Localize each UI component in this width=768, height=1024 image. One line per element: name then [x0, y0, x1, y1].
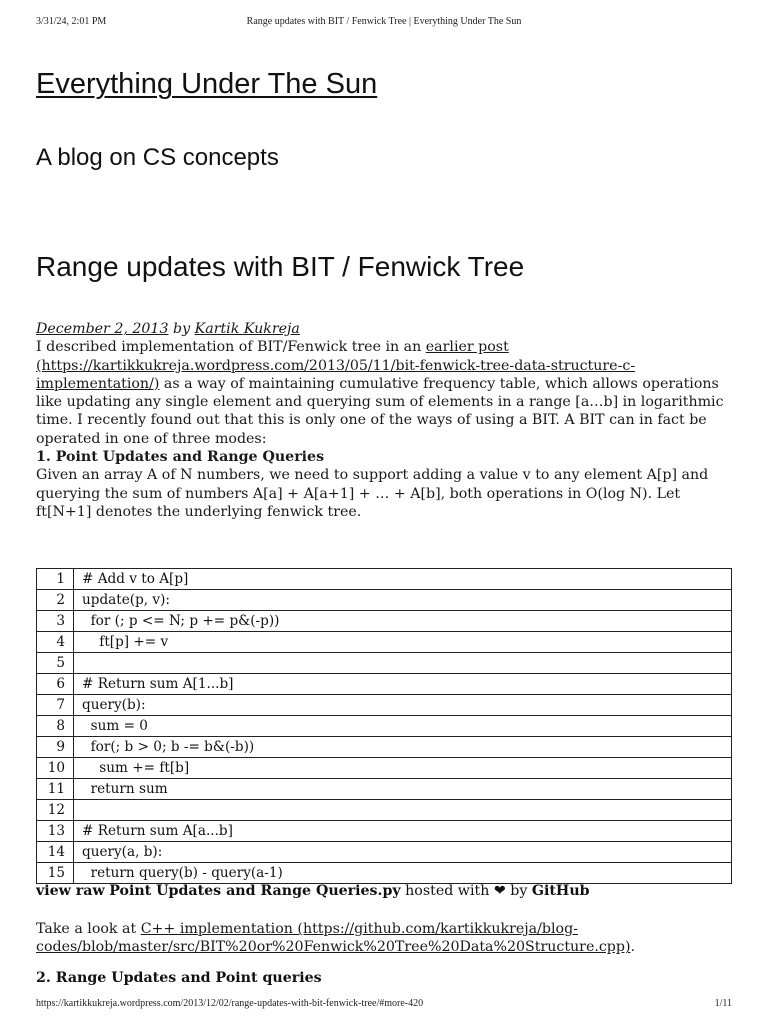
line-number: 13: [37, 821, 74, 842]
line-number: 5: [37, 653, 74, 674]
code-row: [37, 653, 732, 674]
code-row: [37, 590, 732, 611]
line-number: 1: [37, 569, 74, 590]
print-footer: [36, 998, 732, 1012]
code-row: [37, 863, 732, 884]
gist-meta: [36, 883, 590, 899]
print-header: [36, 16, 732, 30]
code-line: [74, 800, 732, 821]
gist-by-label: by: [510, 883, 528, 899]
intro-paragraph: [36, 338, 736, 448]
code-line: ft[p] += v: [74, 632, 732, 653]
code-row: [37, 632, 732, 653]
section2-heading: 2. Range Updates and Point queries: [36, 970, 322, 986]
line-number: 10: [37, 758, 74, 779]
code-line: sum += ft[b]: [74, 758, 732, 779]
lookat-prefix: Take a look at: [36, 921, 141, 937]
code-line: [74, 653, 732, 674]
lookat-paragraph: [36, 920, 736, 957]
intro-text-1: I described implementation of BIT/Fenwick tree in an: [36, 339, 426, 356]
earlier-post-link[interactable]: earlier post: [425, 339, 509, 356]
code-row: [37, 611, 732, 632]
earlier-post-url-link[interactable]: (https://kartikkukreja.wordpress.com/2013/05/11/bit-fenwick-tree-data-structure-c-implementation/): [36, 357, 636, 392]
github-link[interactable]: GitHub: [531, 883, 590, 899]
code-row: [37, 800, 732, 821]
cpp-implementation-link[interactable]: C++ implementation (https://github.com/kartikkukreja/blog-codes/blob/master/src/BIT%20or%20Fenwick%20Tree%20Data%20Structure.cpp): [36, 921, 631, 956]
section1-paragraph: Given an array A of N numbers, we need to support adding a value v to any element A[p] and querying the sum of numbers A[a] + A[a+1] + … + A[b], both operations in O(log N). Let ft[N+1] denotes the underlying fenwick tree.: [36, 467, 709, 520]
site-title: [36, 68, 377, 101]
line-number: 12: [37, 800, 74, 821]
view-raw-link[interactable]: view raw: [36, 883, 105, 899]
code-gist-table: [36, 568, 732, 884]
gist-filename: Point Updates and Range Queries.py: [109, 883, 401, 899]
site-title-link[interactable]: Everything Under The Sun: [36, 68, 378, 100]
print-datetime: 3/31/24, 2:01 PM: [36, 16, 107, 27]
code-row: [37, 737, 732, 758]
lookat-suffix: .: [630, 939, 636, 956]
print-page-number: 1/11: [714, 998, 732, 1009]
post-title: Range updates with BIT / Fenwick Tree: [36, 251, 525, 282]
code-row: [37, 674, 732, 695]
code-line: # Return sum A[1...b]: [74, 674, 732, 695]
site-description: A blog on CS concepts: [36, 144, 279, 171]
heart-icon: ❤: [493, 883, 506, 899]
line-number: 15: [37, 863, 74, 884]
line-number: 9: [37, 737, 74, 758]
line-number: 2: [37, 590, 74, 611]
code-row: [37, 842, 732, 863]
code-row: [37, 716, 732, 737]
line-number: 3: [37, 611, 74, 632]
code-line: update(p, v):: [74, 590, 732, 611]
post-content: [36, 320, 736, 521]
line-number: 4: [37, 632, 74, 653]
code-row: [37, 569, 732, 590]
code-line: for (; p <= N; p += p&(-p)): [74, 611, 732, 632]
code-row: [37, 779, 732, 800]
print-page-title: Range updates with BIT / Fenwick Tree | Everything Under The Sun: [246, 16, 522, 27]
print-url: https://kartikkukreja.wordpress.com/2013/12/02/range-updates-with-bit-fenwick-tree/#more-420: [36, 998, 424, 1009]
author-link[interactable]: Kartik Kukreja: [194, 321, 300, 337]
code-row: [37, 821, 732, 842]
code-line: # Add v to A[p]: [74, 569, 732, 590]
line-number: 8: [37, 716, 74, 737]
post-date-link[interactable]: December 2, 2013: [36, 321, 169, 337]
line-number: 14: [37, 842, 74, 863]
code-line: # Return sum A[a...b]: [74, 821, 732, 842]
line-number: 6: [37, 674, 74, 695]
code-row: [37, 695, 732, 716]
code-line: sum = 0: [74, 716, 732, 737]
hosted-with-label: hosted with: [405, 883, 490, 899]
code-line: return sum: [74, 779, 732, 800]
code-line: for(; b > 0; b -= b&(-b)): [74, 737, 732, 758]
code-row: [37, 758, 732, 779]
intro-text-2: as a way of maintaining cumulative frequency table, which allows operations like updating any single element and querying sum of elements in a range [a…b] in logarithmic time. I recently found out that this is only one of the ways of using a BIT. A BIT can in fact be operated in one of three modes:: [36, 375, 724, 447]
code-line: return query(b) - query(a-1): [74, 863, 732, 884]
by-label: by: [173, 321, 191, 337]
code-line: query(a, b):: [74, 842, 732, 863]
section1-heading: 1. Point Updates and Range Queries: [36, 449, 325, 466]
code-line: query(b):: [74, 695, 732, 716]
post-meta: [36, 320, 736, 338]
line-number: 7: [37, 695, 74, 716]
line-number: 11: [37, 779, 74, 800]
